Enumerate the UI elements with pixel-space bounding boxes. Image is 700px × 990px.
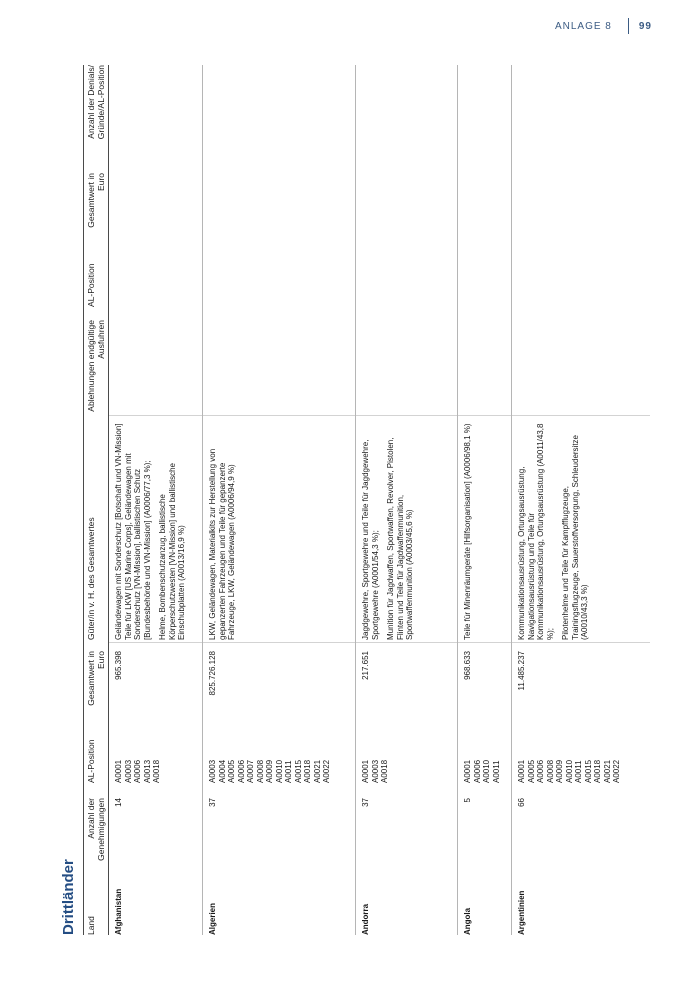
table-row xyxy=(114,65,196,935)
cell-al-position: A0001 A0003 A0006 A0013 A0018 xyxy=(114,759,161,783)
gueter-item: Kommunikationsausrüstung, Ortungsausrüstung, Navigationsausrüstung und Teile für Kommunikationsausrüstung, Ortungsausrüstung (A0011/43,8 %); xyxy=(517,423,555,640)
row-divider xyxy=(202,65,203,935)
cell-al-position: A0001 A0005 A0006 A0008 A0009 A0010 A0011 A0015 A0018 A0021 A0022 xyxy=(517,759,621,783)
gueter-item: Jagdgewehre, Sportgewehre und Teile für Jagdgewehre, Sportgewehre (A0001/54,3 %); xyxy=(361,439,380,640)
appendix-label: ANLAGE 8 xyxy=(554,20,612,32)
cell-land: Andorra xyxy=(361,903,370,935)
cell-gesamtwert: 217.651 xyxy=(361,651,370,680)
table-row xyxy=(361,65,441,935)
cell-land: Algerien xyxy=(208,902,217,935)
cell-gueter xyxy=(208,422,243,640)
cell-land: Afghanistan xyxy=(114,888,123,935)
col-header-anzahl: Anzahl der Genehmigungen xyxy=(86,798,106,861)
row-divider xyxy=(457,65,458,935)
cell-gesamtwert: 968.633 xyxy=(463,651,472,680)
header-divider xyxy=(628,18,629,34)
page-header xyxy=(555,18,652,34)
cell-gesamtwert: 11.485.237 xyxy=(517,651,526,691)
gueter-item: Geländewagen mit Sonderschutz [Botschaft und VN-Mission] Teile für LKW [US Marine Corps], Geländewagen mit Sonderschutz [VN-Mission], ballistischen Schutz [Bundesbehörde und VN-Mission] (A0006/77,3 %); xyxy=(114,423,152,640)
cell-anzahl: 66 xyxy=(517,798,526,807)
table-row xyxy=(208,65,348,935)
section-title: Drittländer xyxy=(60,859,77,935)
row-divider xyxy=(511,65,512,935)
header-top-rule xyxy=(83,65,84,935)
gueter-item: Helme, Bombenschutzanzug, ballistische Körperschutzwesten [VN-Mission] und ballistische Einschubplatten (A0013/16,9 %) xyxy=(158,463,186,640)
col-header-denials: Anzahl der Denials/ Gründe/AL-Position xyxy=(86,65,106,140)
table-row xyxy=(517,65,647,935)
cell-anzahl: 14 xyxy=(114,798,123,807)
col-header-al-position: AL-Position xyxy=(86,739,96,783)
cell-al-position: A0001 A0006 A0010 A0011 xyxy=(463,759,501,783)
col-header-ablehnungen: Ablehnungen endgültige Ausfuhren xyxy=(86,320,106,412)
page-number: 99 xyxy=(638,20,652,32)
col-header-gesamtwert: Gesamtwert in Euro xyxy=(86,651,106,706)
cell-gesamtwert: 825.726.128 xyxy=(208,651,217,696)
gueter-item: Teile für Minenräumgeräte [Hilfsorganisation] (A0006/98,1 %) xyxy=(463,423,472,640)
cell-gueter xyxy=(517,422,596,640)
cell-gueter xyxy=(463,422,479,640)
col-header-gueter: Güter/in v. H. des Gesamtwertes xyxy=(86,517,96,640)
col-header-land: Land xyxy=(86,916,96,935)
rotated-table xyxy=(60,65,650,935)
row-divider xyxy=(355,65,356,935)
cell-al-position: A0001 A0003 A0018 xyxy=(361,759,389,783)
gueter-item: Pilotenhelme und Teile für Kampfflugzeuge, Trainingsflugzeuge, Sauerstoffversorgung, Schleudersitze (A0010/43,3 %) xyxy=(561,434,589,640)
cell-anzahl: 37 xyxy=(361,798,370,807)
col-header-gesamtwert-2: Gesamtwert in Euro xyxy=(86,173,106,228)
cell-anzahl: 37 xyxy=(208,798,217,807)
cell-al-position: A0003 A0004 A0005 A0006 A0007 A0008 A0009 A0010 A0011 A0015 A0018 A0021 A0022 xyxy=(208,759,331,783)
cell-gueter xyxy=(361,422,421,640)
cell-gesamtwert: 965.398 xyxy=(114,651,123,680)
cell-land: Angola xyxy=(463,907,472,935)
col-header-al-position-2: AL-Position xyxy=(86,263,96,307)
gueter-item: LKW, Geländewagen, Materialkits zur Herstellung von gepanzerten Fahrzeugen und Teile für gepanzerte Fahrzeuge, LKW, Geländewagen (A0006/94,9 %) xyxy=(208,448,236,640)
cell-anzahl: 5 xyxy=(463,798,472,803)
cell-gueter xyxy=(114,422,193,640)
gueter-item: Munition für Jagdwaffen, Sportwaffen, Revolver, Pistolen, Flinten und Teile für Jagdwaffenmunition, Sportwaffenmunition (A0003/45,6 %) xyxy=(386,437,414,640)
cell-land: Argentinien xyxy=(517,890,526,935)
table-row xyxy=(463,65,511,935)
header-bottom-rule xyxy=(108,65,109,935)
